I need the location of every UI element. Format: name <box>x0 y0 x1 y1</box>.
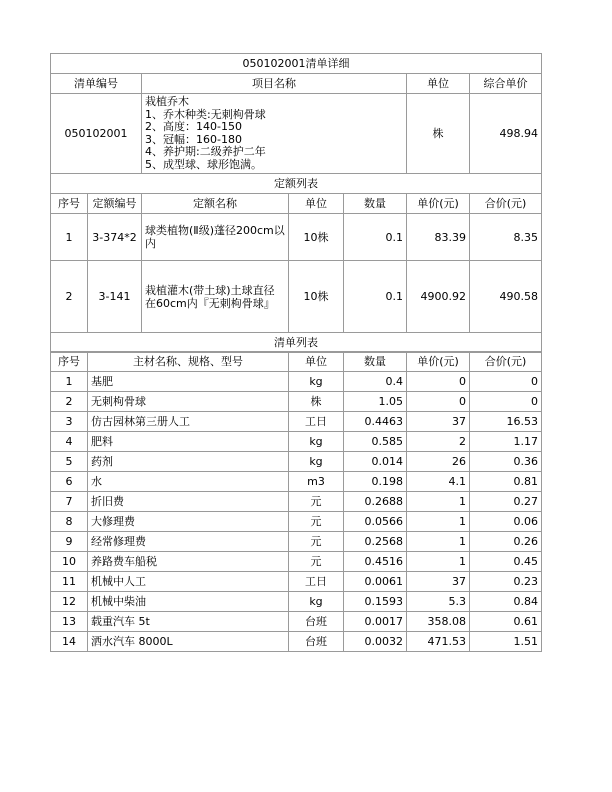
table-row <box>51 512 542 532</box>
material-unit: kg <box>289 372 344 392</box>
quota-price: 4900.92 <box>407 261 470 333</box>
material-name: 肥料 <box>88 432 289 452</box>
material-qty: 0.0061 <box>344 572 407 592</box>
material-qty: 1.05 <box>344 392 407 412</box>
list-header-qty: 数量 <box>344 352 407 372</box>
material-name: 经常修理费 <box>88 532 289 552</box>
material-name: 水 <box>88 472 289 492</box>
material-unit: 元 <box>289 512 344 532</box>
material-qty: 0.2568 <box>344 532 407 552</box>
material-total: 16.53 <box>470 412 542 432</box>
material-unit: m3 <box>289 472 344 492</box>
list-header-total: 合价(元) <box>470 352 542 372</box>
desc-line: 栽植乔木 <box>145 95 189 108</box>
material-price: 0 <box>407 372 470 392</box>
item-unit: 株 <box>407 94 470 174</box>
detail-table <box>50 53 542 353</box>
quota-no: 2 <box>51 261 88 333</box>
material-price: 358.08 <box>407 612 470 632</box>
table-row <box>51 412 542 432</box>
material-total: 0.81 <box>470 472 542 492</box>
material-unit: 元 <box>289 532 344 552</box>
material-no: 2 <box>51 392 88 412</box>
material-qty: 0.1593 <box>344 592 407 612</box>
material-total: 0.06 <box>470 512 542 532</box>
material-no: 9 <box>51 532 88 552</box>
quota-section-title: 定额列表 <box>51 174 542 194</box>
material-total: 0 <box>470 392 542 412</box>
material-unit: kg <box>289 592 344 612</box>
material-qty: 0.4516 <box>344 552 407 572</box>
table-row <box>51 612 542 632</box>
quota-header-price: 单价(元) <box>407 194 470 214</box>
material-price: 37 <box>407 412 470 432</box>
quota-header-code: 定额编号 <box>88 194 142 214</box>
material-price: 1 <box>407 512 470 532</box>
table-row <box>51 432 542 452</box>
material-unit: 工日 <box>289 412 344 432</box>
material-no: 6 <box>51 472 88 492</box>
header-price: 综合单价 <box>470 74 542 94</box>
table-row <box>51 632 542 652</box>
material-price: 26 <box>407 452 470 472</box>
header-unit: 单位 <box>407 74 470 94</box>
material-unit: kg <box>289 432 344 452</box>
material-no: 13 <box>51 612 88 632</box>
quota-name: 栽植灌木(带土球)土球直径在60cm内『无刺枸骨球』 <box>142 261 289 333</box>
materials-table <box>50 351 542 652</box>
material-total: 0.23 <box>470 572 542 592</box>
material-qty: 0.0566 <box>344 512 407 532</box>
material-name: 机械中柴油 <box>88 592 289 612</box>
desc-line: 4、养护期:二级养护二年 <box>145 145 266 158</box>
material-unit: 元 <box>289 552 344 572</box>
material-name: 仿古园林第三册人工 <box>88 412 289 432</box>
material-unit: kg <box>289 452 344 472</box>
material-price: 1 <box>407 552 470 572</box>
material-total: 0.36 <box>470 452 542 472</box>
material-price: 4.1 <box>407 472 470 492</box>
material-total: 1.51 <box>470 632 542 652</box>
material-qty: 0.4463 <box>344 412 407 432</box>
material-qty: 0.0032 <box>344 632 407 652</box>
desc-line: 3、冠幅：160-180 <box>145 132 242 146</box>
material-qty: 0.0017 <box>344 612 407 632</box>
quota-total: 8.35 <box>470 214 542 261</box>
material-name: 大修理费 <box>88 512 289 532</box>
material-price: 37 <box>407 572 470 592</box>
material-unit: 工日 <box>289 572 344 592</box>
material-no: 8 <box>51 512 88 532</box>
item-description <box>142 94 407 174</box>
material-name: 载重汽车 5t <box>88 612 289 632</box>
quota-header-total: 合价(元) <box>470 194 542 214</box>
table-row <box>51 472 542 492</box>
material-name: 无刺枸骨球 <box>88 392 289 412</box>
quota-header-name: 定额名称 <box>142 194 289 214</box>
material-no: 11 <box>51 572 88 592</box>
item-code: 050102001 <box>51 94 142 174</box>
quota-no: 1 <box>51 214 88 261</box>
material-qty: 0.4 <box>344 372 407 392</box>
material-total: 1.17 <box>470 432 542 452</box>
material-name: 基肥 <box>88 372 289 392</box>
material-unit: 元 <box>289 492 344 512</box>
table-title: 050102001清单详细 <box>51 54 542 74</box>
quota-price: 83.39 <box>407 214 470 261</box>
quota-unit: 10株 <box>289 214 344 261</box>
material-name: 养路费车船税 <box>88 552 289 572</box>
material-no: 1 <box>51 372 88 392</box>
material-no: 3 <box>51 412 88 432</box>
table-row <box>51 532 542 552</box>
material-total: 0.45 <box>470 552 542 572</box>
list-header-price: 单价(元) <box>407 352 470 372</box>
quota-name: 球类植物(Ⅱ级)蓬径200cm以内 <box>142 214 289 261</box>
material-price: 1 <box>407 492 470 512</box>
desc-line: 5、成型球、球形饱满。 <box>145 157 262 171</box>
quota-header-no: 序号 <box>51 194 88 214</box>
material-price: 5.3 <box>407 592 470 612</box>
material-no: 10 <box>51 552 88 572</box>
material-qty: 0.198 <box>344 472 407 492</box>
material-total: 0.26 <box>470 532 542 552</box>
list-section-title: 清单列表 <box>51 333 542 353</box>
material-total: 0.27 <box>470 492 542 512</box>
material-no: 5 <box>51 452 88 472</box>
header-code: 清单编号 <box>51 74 142 94</box>
material-name: 机械中人工 <box>88 572 289 592</box>
table-row <box>51 552 542 572</box>
quota-header-qty: 数量 <box>344 194 407 214</box>
list-header-unit: 单位 <box>289 352 344 372</box>
material-name: 折旧费 <box>88 492 289 512</box>
material-price: 471.53 <box>407 632 470 652</box>
material-qty: 0.585 <box>344 432 407 452</box>
material-total: 0 <box>470 372 542 392</box>
table-row <box>51 592 542 612</box>
list-header-no: 序号 <box>51 352 88 372</box>
quota-unit: 10株 <box>289 261 344 333</box>
desc-line: 1、乔木种类:无刺枸骨球 <box>145 107 266 121</box>
quota-header-unit: 单位 <box>289 194 344 214</box>
material-unit: 株 <box>289 392 344 412</box>
table-row <box>51 572 542 592</box>
material-total: 0.61 <box>470 612 542 632</box>
table-row <box>51 372 542 392</box>
quota-row <box>51 214 542 261</box>
material-unit: 台班 <box>289 612 344 632</box>
list-header-name: 主材名称、规格、型号 <box>88 352 289 372</box>
desc-line: 2、高度：140-150 <box>145 120 242 133</box>
quota-code: 3-141 <box>88 261 142 333</box>
material-name: 药剂 <box>88 452 289 472</box>
quota-total: 490.58 <box>470 261 542 333</box>
material-name: 洒水汽车 8000L <box>88 632 289 652</box>
quota-code: 3-374*2 <box>88 214 142 261</box>
material-price: 1 <box>407 532 470 552</box>
header-name: 项目名称 <box>142 74 407 94</box>
quota-row <box>51 261 542 333</box>
material-qty: 0.2688 <box>344 492 407 512</box>
table-row <box>51 452 542 472</box>
table-row <box>51 392 542 412</box>
material-no: 12 <box>51 592 88 612</box>
material-no: 14 <box>51 632 88 652</box>
material-no: 7 <box>51 492 88 512</box>
material-price: 2 <box>407 432 470 452</box>
quota-qty: 0.1 <box>344 214 407 261</box>
material-qty: 0.014 <box>344 452 407 472</box>
quota-qty: 0.1 <box>344 261 407 333</box>
table-row <box>51 492 542 512</box>
item-price: 498.94 <box>470 94 542 174</box>
material-price: 0 <box>407 392 470 412</box>
material-unit: 台班 <box>289 632 344 652</box>
material-no: 4 <box>51 432 88 452</box>
material-total: 0.84 <box>470 592 542 612</box>
